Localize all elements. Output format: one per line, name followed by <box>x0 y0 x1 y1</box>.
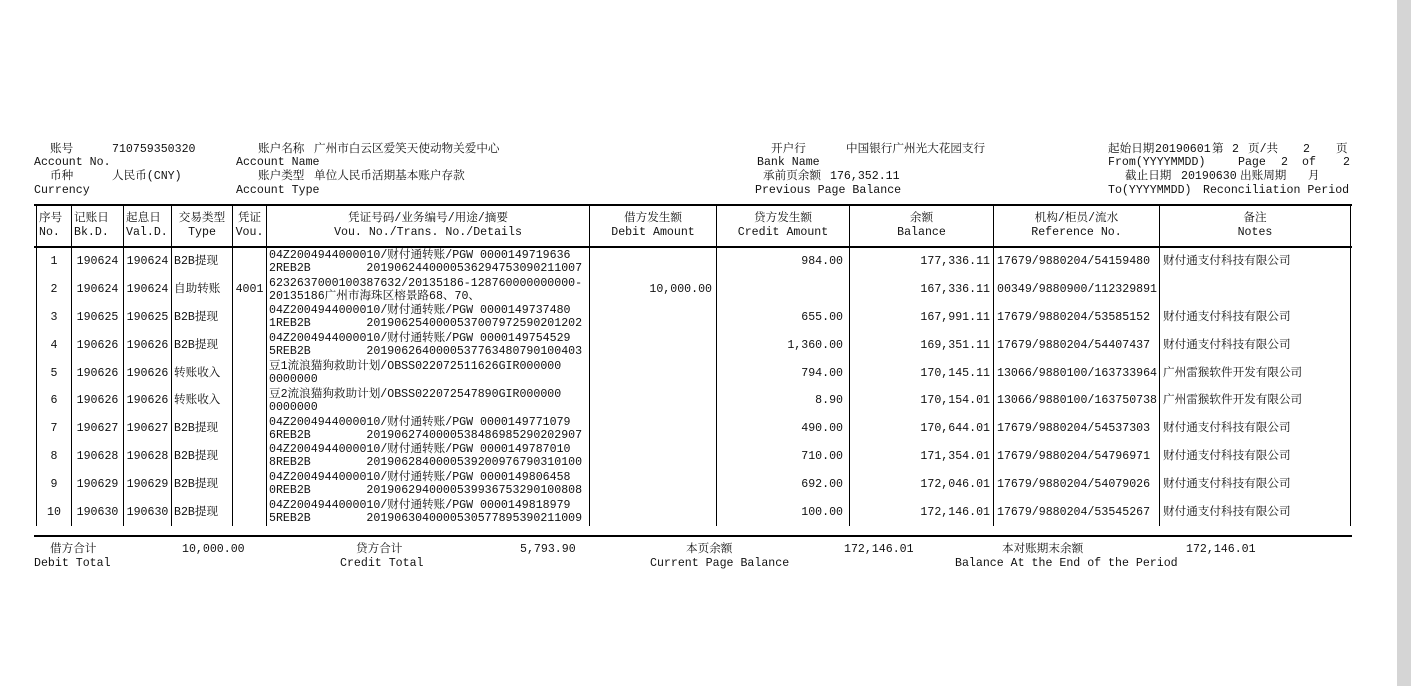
cell-notes: 财付通支付科技有限公司 <box>1159 331 1351 359</box>
table-row <box>36 276 1351 304</box>
cell-credit: 692.00 <box>716 470 849 498</box>
cell-credit: 655.00 <box>716 304 849 332</box>
table-header-row <box>36 206 1351 246</box>
cell-details <box>266 415 589 443</box>
details-line: 04Z2004944000010/财付通转账/PGW 0000149771079 <box>269 415 571 429</box>
table-row <box>36 387 1351 415</box>
column-header-label-cn: 贷方发生额 <box>754 212 812 225</box>
cell-bk-date: 190630 <box>71 498 123 526</box>
cell-vou <box>232 443 266 471</box>
cell-credit: 490.00 <box>716 415 849 443</box>
cell-credit: 794.00 <box>716 359 849 387</box>
cell-debit <box>589 415 716 443</box>
column-header-label-cn: 交易类型 <box>178 212 226 225</box>
cell-credit: 984.00 <box>716 248 849 276</box>
debit-total-label-en: Debit Total <box>34 557 111 570</box>
column-header-label-en: Val.D. <box>126 226 168 239</box>
cell-ref: 17679/9880204/54079026 <box>993 470 1159 498</box>
cell-notes: 财付通支付科技有限公司 <box>1159 470 1351 498</box>
cell-details <box>266 359 589 387</box>
cell-no: 4 <box>36 331 71 359</box>
currency-label-en: Currency <box>34 184 90 197</box>
cell-no: 10 <box>36 498 71 526</box>
column-header-label-en: Notes <box>1237 226 1273 239</box>
cell-balance: 170,644.01 <box>849 415 993 443</box>
cell-bk-date: 190629 <box>71 470 123 498</box>
page-prefix-cn: 第 <box>1212 143 1224 156</box>
account-type-label-cn: 账户类型 <box>258 170 305 183</box>
column-header-balance <box>849 206 993 246</box>
cell-details <box>266 498 589 526</box>
column-header-label-cn: 备注 <box>1243 212 1267 225</box>
from-date-label-en: From(YYYYMMDD) <box>1108 156 1206 169</box>
page-number-en: 2 <box>1281 156 1288 169</box>
column-header-label-en: Credit Amount <box>737 226 829 239</box>
cell-balance: 169,351.11 <box>849 331 993 359</box>
cell-no: 7 <box>36 415 71 443</box>
column-header-vou <box>232 206 266 246</box>
cell-credit: 8.90 <box>716 387 849 415</box>
cell-val-date: 190624 <box>123 248 171 276</box>
cell-debit <box>589 387 716 415</box>
details-line: 20135186广州市海珠区榕景路68、70、 <box>269 289 481 303</box>
column-header-label-en: Vou. <box>235 226 264 239</box>
column-header-label-cn: 机构/柜员/流水 <box>1034 212 1119 225</box>
scrollbar[interactable] <box>1397 0 1411 686</box>
cell-type: B2B提现 <box>171 248 232 276</box>
details-line: 04Z2004944000010/财付通转账/PGW 0000149787010 <box>269 443 571 457</box>
cell-balance: 172,146.01 <box>849 498 993 526</box>
to-date-label-cn: 截止日期 <box>1125 170 1172 183</box>
cell-bk-date: 190624 <box>71 248 123 276</box>
cell-details <box>266 470 589 498</box>
cell-ref: 13066/9880100/163750738 <box>993 387 1159 415</box>
cell-type: B2B提现 <box>171 304 232 332</box>
page-total-en: 2 <box>1343 156 1350 169</box>
table-row <box>36 470 1351 498</box>
column-header-debit <box>589 206 716 246</box>
cell-ref: 17679/9880204/54796971 <box>993 443 1159 471</box>
cell-details <box>266 248 589 276</box>
cell-no: 3 <box>36 304 71 332</box>
account-no-label-cn: 账号 <box>50 143 74 156</box>
column-header-label-en: Bk.D. <box>74 226 109 239</box>
prev-balance-label-cn: 承前页余额 <box>763 170 821 183</box>
credit-total-value: 5,793.90 <box>520 543 576 556</box>
cell-val-date: 190630 <box>123 498 171 526</box>
details-line: 1REB2B 2019062540000537007972590201202 <box>269 317 583 331</box>
cell-type: 自助转账 <box>171 276 232 304</box>
column-header-credit <box>716 206 849 246</box>
cell-balance: 170,154.01 <box>849 387 993 415</box>
debit-total-value: 10,000.00 <box>182 543 245 556</box>
account-no-value: 710759350320 <box>112 143 196 156</box>
account-type-value: 单位人民币活期基本账户存款 <box>314 170 465 183</box>
page-mid-cn: 页/共 <box>1248 143 1279 156</box>
cell-no: 9 <box>36 470 71 498</box>
table-row <box>36 248 1351 276</box>
column-header-val-date <box>123 206 171 246</box>
cycle-label-en: Reconciliation Period <box>1203 184 1350 197</box>
cell-no: 8 <box>36 443 71 471</box>
cell-val-date: 190628 <box>123 443 171 471</box>
cell-details <box>266 331 589 359</box>
prev-balance-value: 176,352.11 <box>830 170 900 183</box>
cell-debit <box>589 304 716 332</box>
cell-ref: 17679/9880204/53585152 <box>993 304 1159 332</box>
currency-label-cn: 币种 <box>50 170 74 183</box>
cell-no: 2 <box>36 276 71 304</box>
column-header-type <box>171 206 232 246</box>
cell-credit: 1,360.00 <box>716 331 849 359</box>
details-line: 0000000 <box>269 400 318 414</box>
details-line: 0000000 <box>269 373 318 387</box>
column-header-label-en: No. <box>39 226 60 239</box>
credit-total-label-cn: 贷方合计 <box>356 543 403 556</box>
cell-bk-date: 190626 <box>71 331 123 359</box>
page-balance-value: 172,146.01 <box>844 543 914 556</box>
account-name-label-en: Account Name <box>236 156 320 169</box>
column-header-label-cn: 记账日 <box>74 212 109 225</box>
details-line: 2REB2B 2019062440000536294753090211007 <box>269 261 583 275</box>
details-line: 04Z2004944000010/财付通转账/PGW 0000149806458 <box>269 471 571 485</box>
cell-bk-date: 190627 <box>71 415 123 443</box>
cell-balance: 167,336.11 <box>849 276 993 304</box>
debit-total-label-cn: 借方合计 <box>50 543 97 556</box>
cell-ref: 17679/9880204/54537303 <box>993 415 1159 443</box>
details-line: 6232637000100387632/20135186-128760000000000- <box>269 276 583 290</box>
period-end-balance-label-cn: 本对账期末余额 <box>1002 543 1084 556</box>
cell-balance: 167,991.11 <box>849 304 993 332</box>
column-header-label-en: Vou. No./Trans. No./Details <box>334 226 522 239</box>
cell-no: 5 <box>36 359 71 387</box>
cell-ref: 13066/9880100/163733964 <box>993 359 1159 387</box>
table-bottom-rule <box>34 535 1352 537</box>
cell-val-date: 190626 <box>123 331 171 359</box>
details-line: 04Z2004944000010/财付通转账/PGW 0000149719636 <box>269 248 571 262</box>
table-row <box>36 304 1351 332</box>
cell-balance: 172,046.01 <box>849 470 993 498</box>
prev-balance-label-en: Previous Page Balance <box>755 184 902 197</box>
cell-vou <box>232 359 266 387</box>
details-line: 6REB2B 2019062740000538486985290202907 <box>269 428 583 442</box>
page-balance-label-cn: 本页余额 <box>686 543 733 556</box>
table-row <box>36 415 1351 443</box>
cell-notes: 财付通支付科技有限公司 <box>1159 304 1351 332</box>
table-row <box>36 359 1351 387</box>
table-row <box>36 443 1351 471</box>
column-header-label-cn: 借方发生额 <box>624 212 682 225</box>
cell-ref: 17679/9880204/54407437 <box>993 331 1159 359</box>
cell-vou <box>232 498 266 526</box>
cell-no: 6 <box>36 387 71 415</box>
cell-balance: 177,336.11 <box>849 248 993 276</box>
page-balance-label-en: Current Page Balance <box>650 557 790 570</box>
details-line: 5REB2B 2019063040000530577895390211009 <box>269 512 583 526</box>
to-date-label-en: To(YYYYMMDD) <box>1108 184 1192 197</box>
cell-notes: 广州雷猴软件开发有限公司 <box>1159 387 1351 415</box>
column-header-ref <box>993 206 1159 246</box>
cell-details <box>266 304 589 332</box>
from-date-label-cn: 起始日期 <box>1108 143 1155 156</box>
column-header-label-en: Debit Amount <box>611 226 695 239</box>
cell-vou <box>232 331 266 359</box>
page-label-en: Page <box>1238 156 1266 169</box>
bank-value: 中国银行广州光大花园支行 <box>846 143 986 156</box>
cell-notes <box>1159 276 1351 304</box>
column-header-label-en: Balance <box>897 226 946 239</box>
cell-details <box>266 443 589 471</box>
page-number-cn: 2 <box>1232 143 1239 156</box>
cell-notes: 财付通支付科技有限公司 <box>1159 415 1351 443</box>
cycle-value: 月 <box>1308 170 1320 183</box>
credit-total-label-en: Credit Total <box>340 557 424 570</box>
cell-notes: 财付通支付科技有限公司 <box>1159 498 1351 526</box>
cell-vou <box>232 415 266 443</box>
column-header-label-cn: 余额 <box>909 212 934 225</box>
column-header-label-cn: 序号 <box>39 212 63 225</box>
cell-type: 转账收入 <box>171 387 232 415</box>
cell-debit <box>589 443 716 471</box>
cell-type: B2B提现 <box>171 331 232 359</box>
column-header-label-cn: 凭证 <box>237 212 262 225</box>
currency-value: 人民币(CNY) <box>112 170 182 183</box>
table-row <box>36 498 1351 526</box>
column-header-label-cn: 起息日 <box>126 212 161 225</box>
details-line: 8REB2B 2019062840000539200976790310100 <box>269 456 583 470</box>
column-header-notes <box>1159 206 1351 246</box>
cell-bk-date: 190628 <box>71 443 123 471</box>
cell-vou <box>232 387 266 415</box>
cell-debit <box>589 359 716 387</box>
account-name-label-cn: 账户名称 <box>258 143 305 156</box>
cell-details <box>266 387 589 415</box>
cell-bk-date: 190624 <box>71 276 123 304</box>
cell-credit: 710.00 <box>716 443 849 471</box>
cell-val-date: 190625 <box>123 304 171 332</box>
cell-details <box>266 276 589 304</box>
cell-debit <box>589 248 716 276</box>
cell-ref: 00349/9880900/112329891 <box>993 276 1159 304</box>
cell-val-date: 190629 <box>123 470 171 498</box>
bank-label-en: Bank Name <box>757 156 820 169</box>
cell-debit <box>589 331 716 359</box>
column-header-label-en: Type <box>188 226 216 239</box>
table-row <box>36 331 1351 359</box>
cell-bk-date: 190626 <box>71 387 123 415</box>
cell-notes: 财付通支付科技有限公司 <box>1159 248 1351 276</box>
page-suffix-cn: 页 <box>1336 143 1348 156</box>
cell-debit <box>589 470 716 498</box>
cell-debit <box>589 498 716 526</box>
cell-balance: 171,354.01 <box>849 443 993 471</box>
cell-type: 转账收入 <box>171 359 232 387</box>
column-header-details <box>266 206 589 246</box>
to-date-value: 20190630 <box>1181 170 1237 183</box>
cell-credit <box>716 276 849 304</box>
details-line: 豆2流浪猫狗救助计划/OBSS022072547890GIR000000 <box>269 387 562 401</box>
details-line: 0REB2B 2019062940000539936753290100808 <box>269 484 583 498</box>
cell-vou <box>232 248 266 276</box>
details-line: 04Z2004944000010/财付通转账/PGW 0000149818979 <box>269 499 571 513</box>
cell-debit: 10,000.00 <box>589 276 716 304</box>
cell-val-date: 190626 <box>123 359 171 387</box>
bank-label-cn: 开户行 <box>771 143 806 156</box>
account-no-label-en: Account No. <box>34 156 111 169</box>
cell-vou <box>232 470 266 498</box>
cell-vou: 4001 <box>232 276 266 304</box>
account-type-label-en: Account Type <box>236 184 320 197</box>
cell-type: B2B提现 <box>171 470 232 498</box>
cycle-label-cn: 出账周期 <box>1240 170 1287 183</box>
cell-notes: 财付通支付科技有限公司 <box>1159 443 1351 471</box>
column-header-no <box>36 206 71 246</box>
details-line: 04Z2004944000010/财付通转账/PGW 0000149754529 <box>269 332 571 346</box>
period-end-balance-label-en: Balance At the End of the Period <box>955 557 1178 570</box>
details-line: 04Z2004944000010/财付通转账/PGW 0000149737480 <box>269 304 571 318</box>
cell-no: 1 <box>36 248 71 276</box>
cell-val-date: 190624 <box>123 276 171 304</box>
cell-vou <box>232 304 266 332</box>
period-end-balance-value: 172,146.01 <box>1186 543 1256 556</box>
column-header-label-en: Reference No. <box>1031 226 1122 239</box>
cell-type: B2B提现 <box>171 498 232 526</box>
details-line: 5REB2B 2019062640000537763480790100403 <box>269 345 583 359</box>
cell-ref: 17679/9880204/54159480 <box>993 248 1159 276</box>
details-line: 豆1流浪猫狗救助计划/OBSS022072511626GIR000000 <box>269 360 562 374</box>
cell-bk-date: 190626 <box>71 359 123 387</box>
account-name-value: 广州市白云区爱笑天使动物关爱中心 <box>314 143 500 156</box>
cell-balance: 170,145.11 <box>849 359 993 387</box>
of-label-en: of <box>1302 156 1316 169</box>
cell-ref: 17679/9880204/53545267 <box>993 498 1159 526</box>
column-header-bk-date <box>71 206 123 246</box>
column-header-label-cn: 凭证号码/业务编号/用途/摘要 <box>348 212 508 225</box>
from-date-value: 20190601 <box>1155 143 1211 156</box>
cell-val-date: 190626 <box>123 387 171 415</box>
cell-type: B2B提现 <box>171 443 232 471</box>
cell-type: B2B提现 <box>171 415 232 443</box>
cell-bk-date: 190625 <box>71 304 123 332</box>
cell-credit: 100.00 <box>716 498 849 526</box>
table-body <box>36 248 1351 526</box>
page-total-cn: 2 <box>1303 143 1310 156</box>
cell-notes: 广州雷猴软件开发有限公司 <box>1159 359 1351 387</box>
cell-val-date: 190627 <box>123 415 171 443</box>
